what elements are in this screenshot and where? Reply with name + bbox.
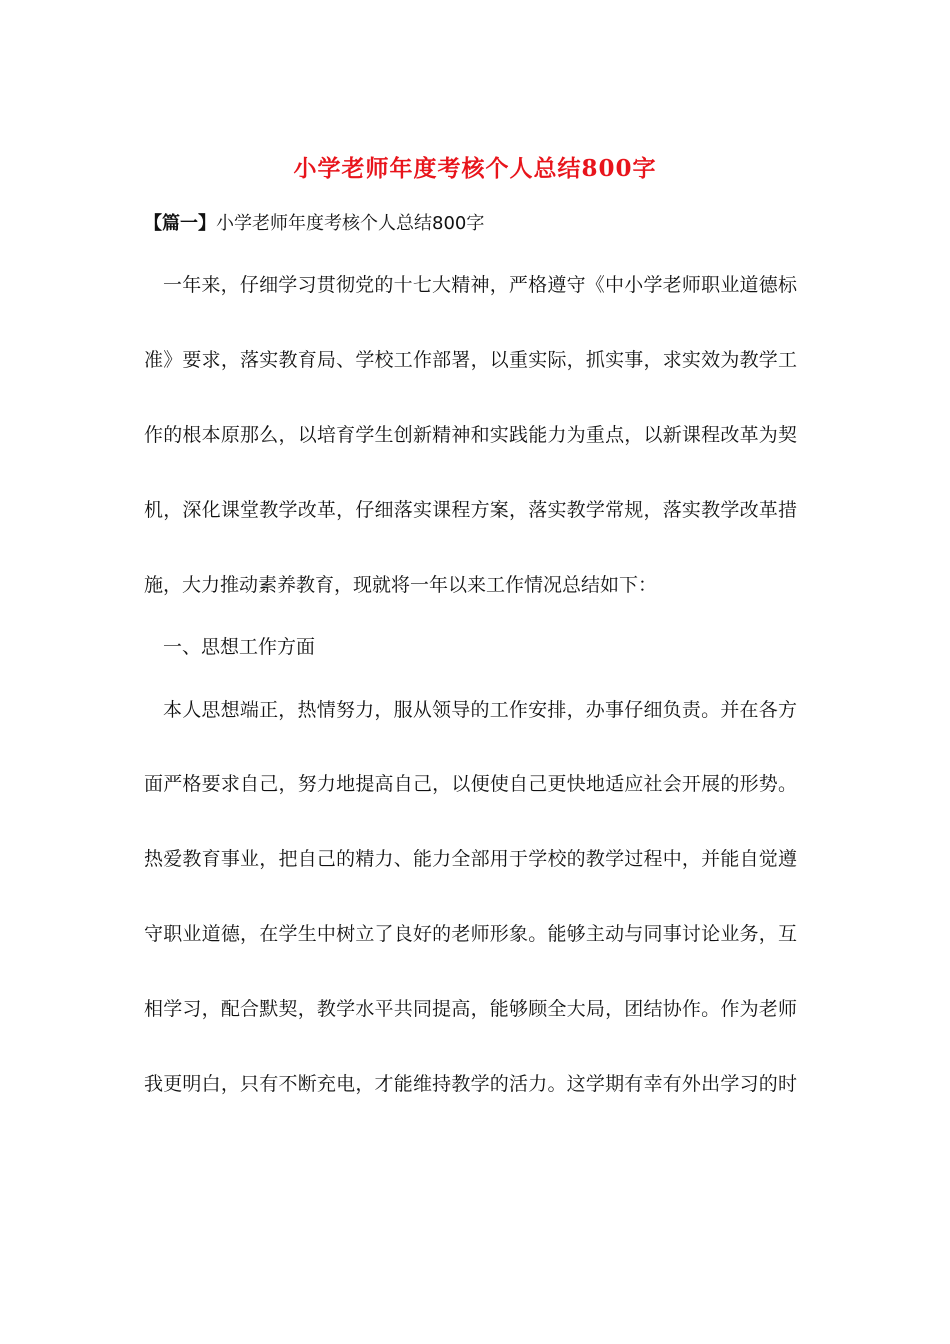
paragraph-line: 准》要求，落实教育局、学校工作部署，以重实际，抓实事，求实效为教学工	[144, 349, 797, 371]
paragraph-line: 我更明白，只有不断充电，才能维持教学的活力。这学期有幸有外出学习的时	[144, 1073, 797, 1095]
subheading-tag: 【篇一】	[144, 213, 216, 234]
paragraph-line: 一年来，仔细学习贯彻党的十七大精神，严格遵守《中小学老师职业道德标	[163, 274, 797, 296]
paragraph-line: 热爱教育事业，把自己的精力、能力全部用于学校的教学过程中，并能自觉遵	[144, 848, 797, 870]
paragraph-line: 守职业道德，在学生中树立了良好的老师形象。能够主动与同事讨论业务，互	[144, 923, 797, 945]
paragraph-line: 机，深化课堂教学改革，仔细落实课程方案，落实教学常规，落实教学改革措	[144, 499, 797, 521]
paragraph-line: 作的根本原那么，以培育学生创新精神和实践能力为重点，以新课程改革为契	[144, 424, 797, 446]
section-heading: 一、思想工作方面	[163, 636, 316, 658]
paragraph-line: 面严格要求自己，努力地提高自己，以便使自己更快地适应社会开展的形势。	[144, 773, 797, 795]
subheading-text: 小学老师年度考核个人总结800字	[216, 213, 485, 234]
paragraph-line: 相学习，配合默契，教学水平共同提高，能够顾全大局，团结协作。作为老师	[144, 998, 797, 1020]
paragraph-line: 本人思想端正，热情努力，服从领导的工作安排，办事仔细负责。并在各方	[163, 699, 797, 721]
paragraph-line: 施，大力推动素养教育，现就将一年以来工作情况总结如下：	[144, 574, 658, 596]
section-subheading	[144, 209, 484, 239]
document-title: 小学老师年度考核个人总结800字	[293, 155, 657, 182]
